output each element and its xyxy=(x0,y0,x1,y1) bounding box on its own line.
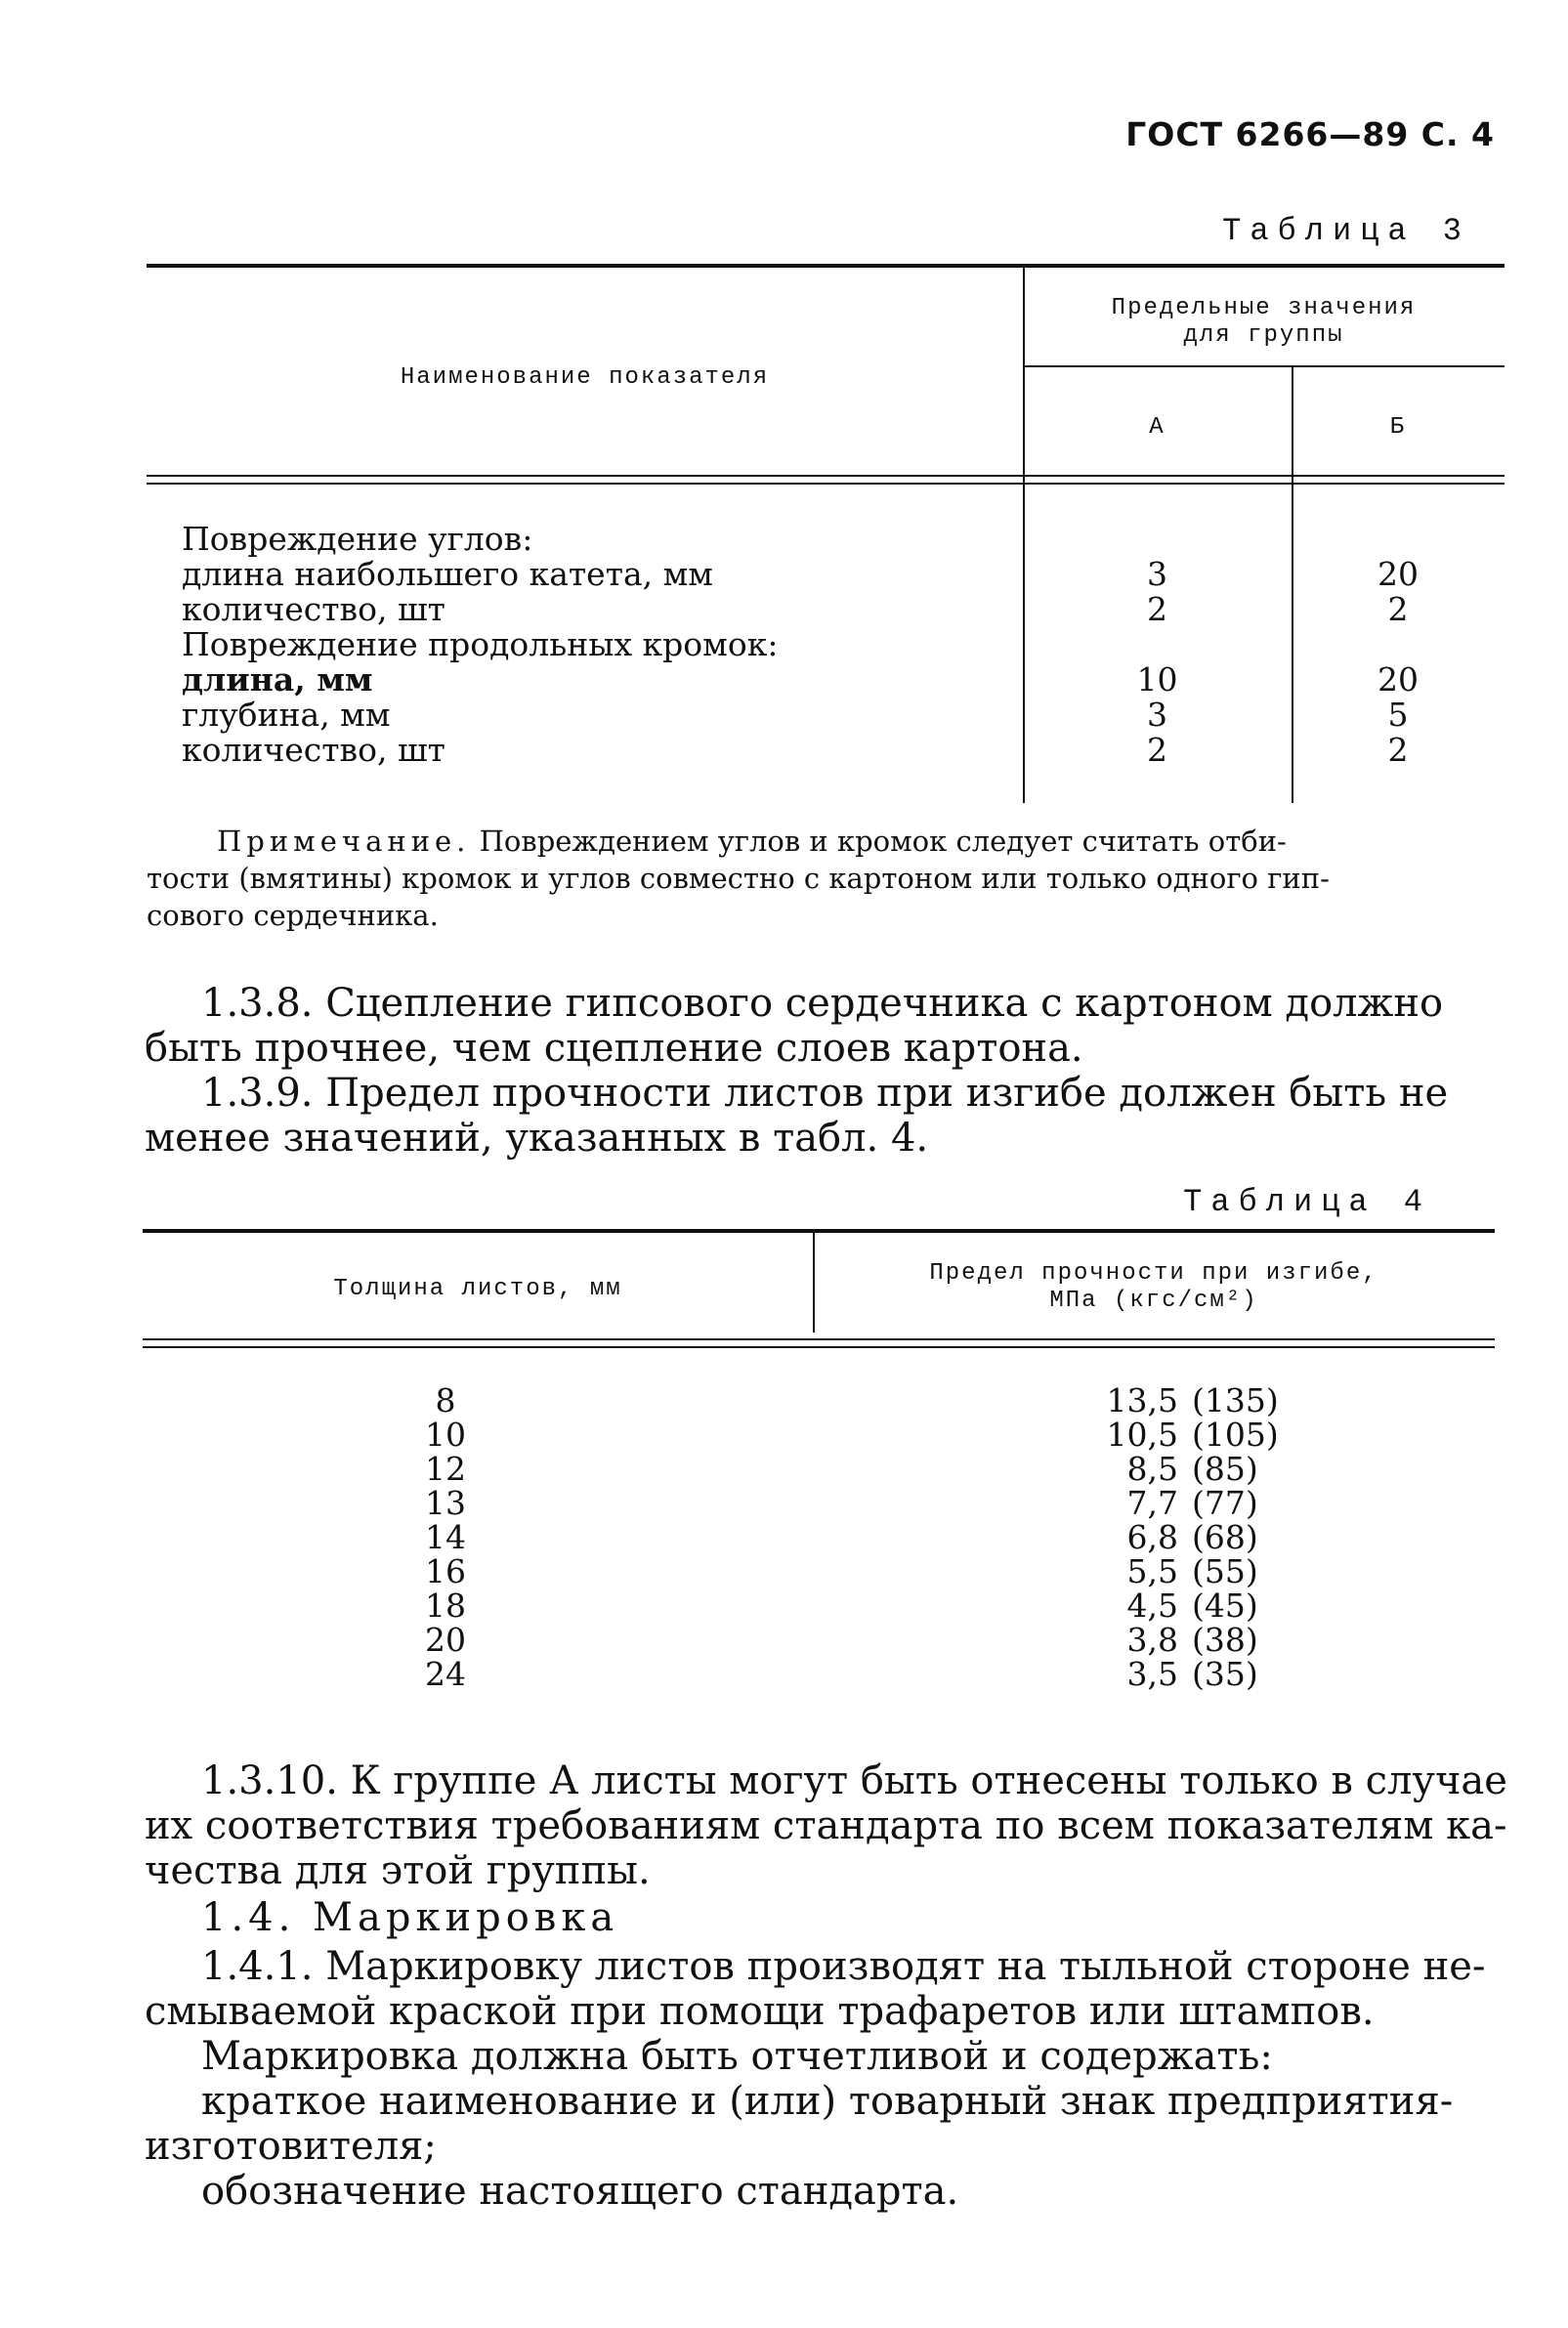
table4-cell-mpa: 13,5 xyxy=(1106,1381,1178,1419)
table3-row-label: количество, шт xyxy=(182,731,445,769)
table4-cell-kgf: (68) xyxy=(1192,1518,1258,1556)
table3-col-group-header-line2: для группы xyxy=(1183,322,1344,349)
table4-cell-mpa: 10,5 xyxy=(1106,1416,1178,1454)
table3-top-rule xyxy=(147,264,1504,268)
table3-row-label: Повреждение продольных кромок: xyxy=(182,625,779,663)
table4-cell-thickness: 8 xyxy=(435,1381,456,1419)
table4-cell-kgf: (45) xyxy=(1192,1587,1258,1625)
table4-cell-kgf: (35) xyxy=(1192,1655,1258,1693)
marking-requirements-line: Маркировка должна быть отчетливой и содержать: xyxy=(201,2034,1273,2079)
marking-item-2: обозначение настоящего стандарта. xyxy=(201,2169,959,2214)
table4-col-strength-header-line2: МПа (кгс/см²) xyxy=(1049,1288,1258,1314)
table4-cell-thickness: 18 xyxy=(425,1587,466,1625)
table3-col-a-header: А xyxy=(1149,414,1165,441)
clause-1-4-1-line2: смываемой краской при помощи трафаретов или штампов. xyxy=(145,1989,1375,2034)
table3-cell-a: 10 xyxy=(1136,660,1178,698)
table3-col-name-header: Наименование показателя xyxy=(400,364,770,391)
table3-note-text-1: Повреждением углов и кромок следует считать отби- xyxy=(479,825,1287,858)
table3-subheader-rule xyxy=(1023,365,1504,367)
table4-cell-mpa: 3,5 xyxy=(1126,1655,1178,1693)
table3-row-label: длина наибольшего катета, мм xyxy=(182,555,713,593)
table4-cell-kgf: (77) xyxy=(1192,1484,1258,1522)
table4-cell-mpa: 8,5 xyxy=(1126,1450,1178,1488)
marking-item-1-line1: краткое наименование и (или) товарный знак предприятия- xyxy=(201,2079,1454,2124)
table3-row-label: длина, мм xyxy=(182,660,373,698)
table4-cell-kgf: (105) xyxy=(1192,1416,1279,1454)
table3-cell-b: 5 xyxy=(1387,696,1409,734)
table4-col-thickness-header: Толщина листов, мм xyxy=(333,1276,622,1302)
table4-cell-thickness: 13 xyxy=(425,1484,466,1522)
table3-cell-b: 2 xyxy=(1387,590,1409,628)
table3-cell-b: 2 xyxy=(1387,731,1409,769)
table3-col-b-header: Б xyxy=(1389,414,1407,441)
table3-note-line1 xyxy=(217,823,1504,860)
table4-cell-thickness: 14 xyxy=(425,1518,466,1556)
table3-row-label: количество, шт xyxy=(182,590,445,628)
table3-header-rule-1 xyxy=(147,475,1504,477)
table4-cell-mpa: 4,5 xyxy=(1126,1587,1178,1625)
table4-cell-kgf: (38) xyxy=(1192,1621,1258,1659)
table4-cell-mpa: 6,8 xyxy=(1126,1518,1178,1556)
table3-col-group-header-line1: Предельные значения xyxy=(1111,295,1417,321)
table4-caption: Таблица 4 xyxy=(1183,1184,1431,1220)
table4-cell-thickness: 24 xyxy=(425,1655,466,1693)
table4-col-strength-header-line1: Предел прочности при изгибе, xyxy=(929,1260,1378,1287)
clause-1-3-10-line1: 1.3.10. К группе А листы могут быть отнесены только в случае xyxy=(201,1758,1507,1803)
table4-header-rule-2 xyxy=(143,1346,1495,1348)
clause-1-3-9-line2: менее значений, указанных в табл. 4. xyxy=(145,1116,929,1161)
clause-1-3-8-line2: быть прочнее, чем сцепление слоев картона. xyxy=(145,1026,1083,1071)
document-header: ГОСТ 6266—89 С. 4 xyxy=(1125,115,1495,153)
table3-row-label: глубина, мм xyxy=(182,696,391,734)
table3-cell-a: 2 xyxy=(1147,590,1167,628)
clause-1-3-9-line1: 1.3.9. Предел прочности листов при изгибе должен быть не xyxy=(201,1071,1449,1116)
marking-item-1-line2: изготовителя; xyxy=(145,2124,437,2169)
table4-cell-mpa: 5,5 xyxy=(1126,1552,1178,1590)
table4-cell-thickness: 16 xyxy=(425,1552,466,1590)
table3-cell-a: 3 xyxy=(1147,555,1167,593)
table3-row-label: Повреждение углов: xyxy=(182,520,533,558)
clause-1-3-8-line1: 1.3.8. Сцепление гипсового сердечника с картоном должно xyxy=(201,981,1444,1026)
table4-top-rule xyxy=(143,1229,1495,1233)
clause-1-3-10-line3: чества для этой группы. xyxy=(145,1848,651,1893)
table3-cell-a: 2 xyxy=(1147,731,1167,769)
table3-header-rule-2 xyxy=(147,483,1504,485)
table3-note-line3: сового сердечника. xyxy=(147,899,439,932)
table4-cell-thickness: 20 xyxy=(425,1621,466,1659)
table4-cell-kgf: (135) xyxy=(1192,1381,1279,1419)
clause-1-4-1-line1: 1.4.1. Маркировку листов производят на тыльной стороне не- xyxy=(201,1944,1486,1989)
table3-cell-a: 3 xyxy=(1147,696,1167,734)
table3-caption: Таблица 3 xyxy=(1222,213,1470,249)
section-1-4-heading: 1.4. Маркировка xyxy=(201,1895,619,1940)
table4-cell-mpa: 3,8 xyxy=(1126,1621,1178,1659)
table3-note-label: Примечание. xyxy=(217,825,471,858)
table3-cell-b: 20 xyxy=(1377,660,1419,698)
table3-note-line2: тости (вмятины) кромок и углов совместно с картоном или только одного гип- xyxy=(147,862,1330,895)
table4-cell-thickness: 12 xyxy=(425,1450,466,1488)
table4-cell-kgf: (85) xyxy=(1192,1450,1258,1488)
table3-cell-b: 20 xyxy=(1377,555,1419,593)
table4-cell-kgf: (55) xyxy=(1192,1552,1258,1590)
table4-cell-thickness: 10 xyxy=(425,1416,466,1454)
table4-header-rule-1 xyxy=(143,1338,1495,1340)
clause-1-3-10-line2: их соответствия требованиям стандарта по всем показателям ка- xyxy=(145,1803,1507,1848)
table4-cell-mpa: 7,7 xyxy=(1126,1484,1178,1522)
